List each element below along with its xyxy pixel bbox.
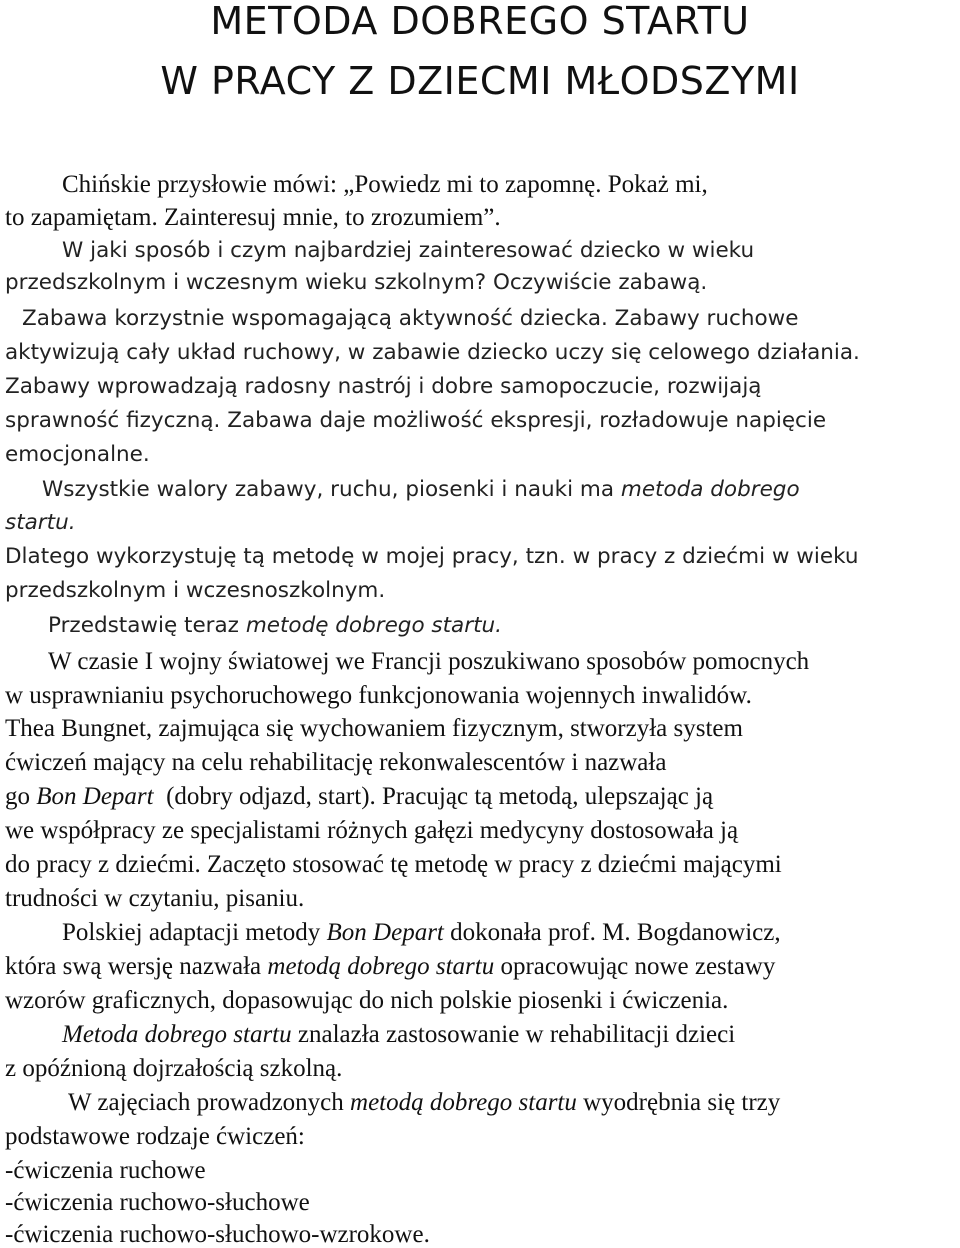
- text-italic-segment: metodę dobrego startu.: [245, 613, 502, 638]
- text-italic-segment: startu.: [5, 510, 76, 535]
- text-line-23: [62, 920, 781, 945]
- text-segment: znalazła zastosowanie w rehabilitacji dzieci: [291, 1021, 736, 1048]
- text-line-21: do pracy z dziećmi. Zaczęto stosować tę metodę w pracy z dziećmi mającymi: [5, 851, 782, 878]
- text-segment: W zajęciach prowadzonych: [68, 1089, 351, 1116]
- text-line-22: trudności w czytaniu, pisaniu.: [5, 885, 305, 912]
- text-line-20: we współpracy ze specjalistami różnych gałęzi medycyny dostosowała ją: [5, 817, 739, 844]
- text-line-15: W czasie I wojny światowej we Francji poszukiwano sposobów pomocnych: [48, 648, 810, 675]
- text-line-2: to zapamiętam. Zainteresuj mnie, to zrozumiem”.: [5, 204, 501, 231]
- text-line-8: sprawność fizyczną. Zabawa daje możliwość ekspresji, rozładowuje napięcie: [5, 408, 827, 433]
- text-line-29: podstawowe rodzaje ćwiczeń:: [5, 1123, 305, 1150]
- text-line-17: Thea Bungnet, zajmująca się wychowaniem fizycznym, stworzyła system: [5, 715, 743, 742]
- text-line-18: ćwiczeń mający na celu rehabilitację rekonwalescentów i nazwała: [5, 749, 667, 776]
- list-item-exercise-1: -ćwiczenia ruchowe: [5, 1157, 206, 1184]
- text-line-1: Chińskie przysłowie mówi: „Powiedz mi to zapomnę. Pokaż mi,: [62, 171, 708, 198]
- list-item-exercise-2: -ćwiczenia ruchowo-słuchowe: [5, 1189, 310, 1216]
- page-title-line-1: METODA DOBREGO STARTU: [210, 0, 750, 43]
- text-italic-segment: metodą dobrego startu: [350, 1089, 577, 1116]
- text-italic-segment: Metoda dobrego startu: [62, 1021, 292, 1048]
- text-line-19: [5, 784, 713, 809]
- text-line-25: wzorów graficznych, dopasowując do nich polskie piosenki i ćwiczenia.: [5, 987, 729, 1014]
- text-line-14: [48, 615, 502, 637]
- text-line-9: emocjonalne.: [5, 442, 150, 467]
- text-line-11: [5, 512, 76, 534]
- text-line-16: w usprawnianiu psychoruchowego funkcjonowania wojennych inwalidów.: [5, 682, 752, 709]
- page-title-line-2: W PRACY Z DZIECMI MŁODSZYMI: [160, 59, 800, 103]
- text-segment: która swą wersję nazwała: [5, 953, 268, 980]
- text-segment: (dobry odjazd, start). Pracując tą metodą, ulepszając ją: [153, 783, 714, 810]
- text-italic-segment: metodą dobrego startu: [267, 953, 495, 980]
- text-segment: wyodrębnia się trzy: [576, 1089, 781, 1116]
- text-line-27: z opóźnioną dojrzałością szkolną.: [5, 1055, 343, 1082]
- text-segment: Polskiej adaptacji metody: [62, 919, 327, 946]
- text-segment: go: [5, 783, 37, 810]
- text-segment: dokonała prof. M. Bogdanowicz,: [443, 919, 781, 946]
- text-line-10: [42, 479, 800, 501]
- text-line-28: [68, 1090, 780, 1115]
- text-line-4: przedszkolnym i wczesnym wieku szkolnym? Oczywiście zabawą.: [5, 270, 708, 295]
- text-segment: Przedstawię teraz: [48, 613, 246, 638]
- text-line-26: [62, 1022, 735, 1047]
- text-segment: Wszystkie walory zabawy, ruchu, piosenki i nauki ma: [42, 477, 621, 502]
- text-line-7: Zabawy wprowadzają radosny nastrój i dobre samopoczucie, rozwijają: [5, 374, 762, 399]
- text-line-3: W jaki sposób i czym najbardziej zainteresować dziecko w wieku: [62, 238, 755, 263]
- text-segment: opracowując nowe zestawy: [494, 953, 776, 980]
- text-line-13: przedszkolnym i wczesnoszkolnym.: [5, 578, 386, 603]
- text-line-5: Zabawa korzystnie wspomagającą aktywność dziecka. Zabawy ruchowe: [22, 306, 799, 331]
- text-italic-segment: metoda dobrego: [620, 477, 800, 502]
- text-italic-segment: Bon Depart: [36, 783, 154, 810]
- list-item-exercise-3: -ćwiczenia ruchowo-słuchowo-wzrokowe.: [5, 1221, 430, 1248]
- text-italic-segment: Bon Depart: [326, 919, 444, 946]
- text-line-6: aktywizują cały układ ruchowy, w zabawie dziecko uczy się celowego działania.: [5, 340, 860, 365]
- text-line-12: Dlatego wykorzystuję tą metodę w mojej pracy, tzn. w pracy z dziećmi w wieku: [5, 544, 859, 569]
- text-line-24: [5, 954, 775, 979]
